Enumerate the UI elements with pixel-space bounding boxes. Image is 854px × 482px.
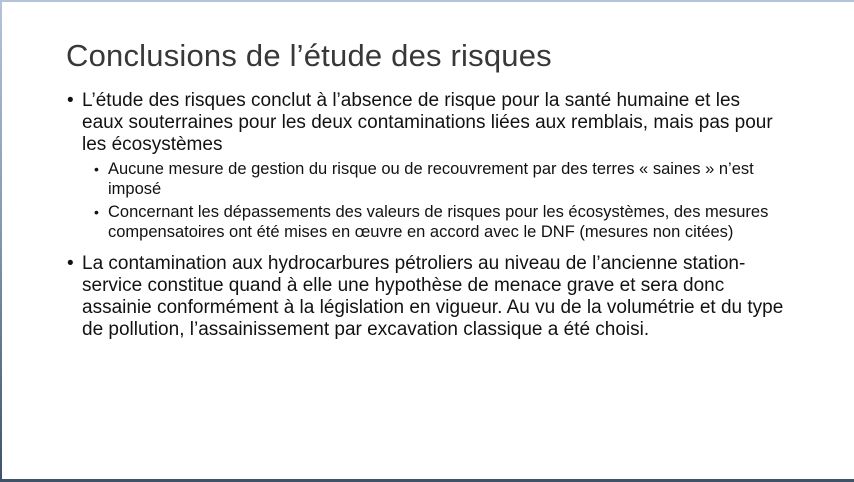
bullet-marker-icon: •	[67, 90, 74, 111]
bullet-text: Concernant les dépassements des valeurs de risques pour les écosystèmes, des mesures compensatoires ont été mises en œuvre en accord avec le DNF (mesures non citées)	[108, 203, 769, 241]
bullet-text: La contamination aux hydrocarbures pétroliers au niveau de l’ancienne station-service constitue quand à elle une hypothèse de menace grave et sera donc assainie conformément à la législation en vigueur. Au vu de la volumétrie et du type de pollution, l’assainissement par excavation classique a été choisi.	[82, 253, 784, 340]
bullet-item-level1	[66, 90, 784, 156]
bullet-text: L’étude des risques conclut à l’absence de risque pour la santé humaine et les eaux souterraines pour les deux contaminations liées aux remblais, mais pas pour les écosystèmes	[82, 90, 773, 155]
sub-bullet-group	[66, 160, 784, 242]
presentation-slide	[2, 2, 854, 479]
bullet-item-level1	[66, 253, 784, 341]
bullet-text: Aucune mesure de gestion du risque ou de recouvrement par des terres « saines » n’est imposé	[108, 160, 754, 198]
bullet-item-level2	[94, 160, 784, 199]
bullet-marker-icon: •	[94, 161, 99, 177]
slide-title: Conclusions de l’étude des risques	[66, 38, 552, 73]
bullet-marker-icon: •	[94, 204, 99, 220]
bullet-marker-icon: •	[67, 253, 74, 274]
slide-body	[66, 90, 784, 341]
bullet-item-level2	[94, 203, 784, 242]
